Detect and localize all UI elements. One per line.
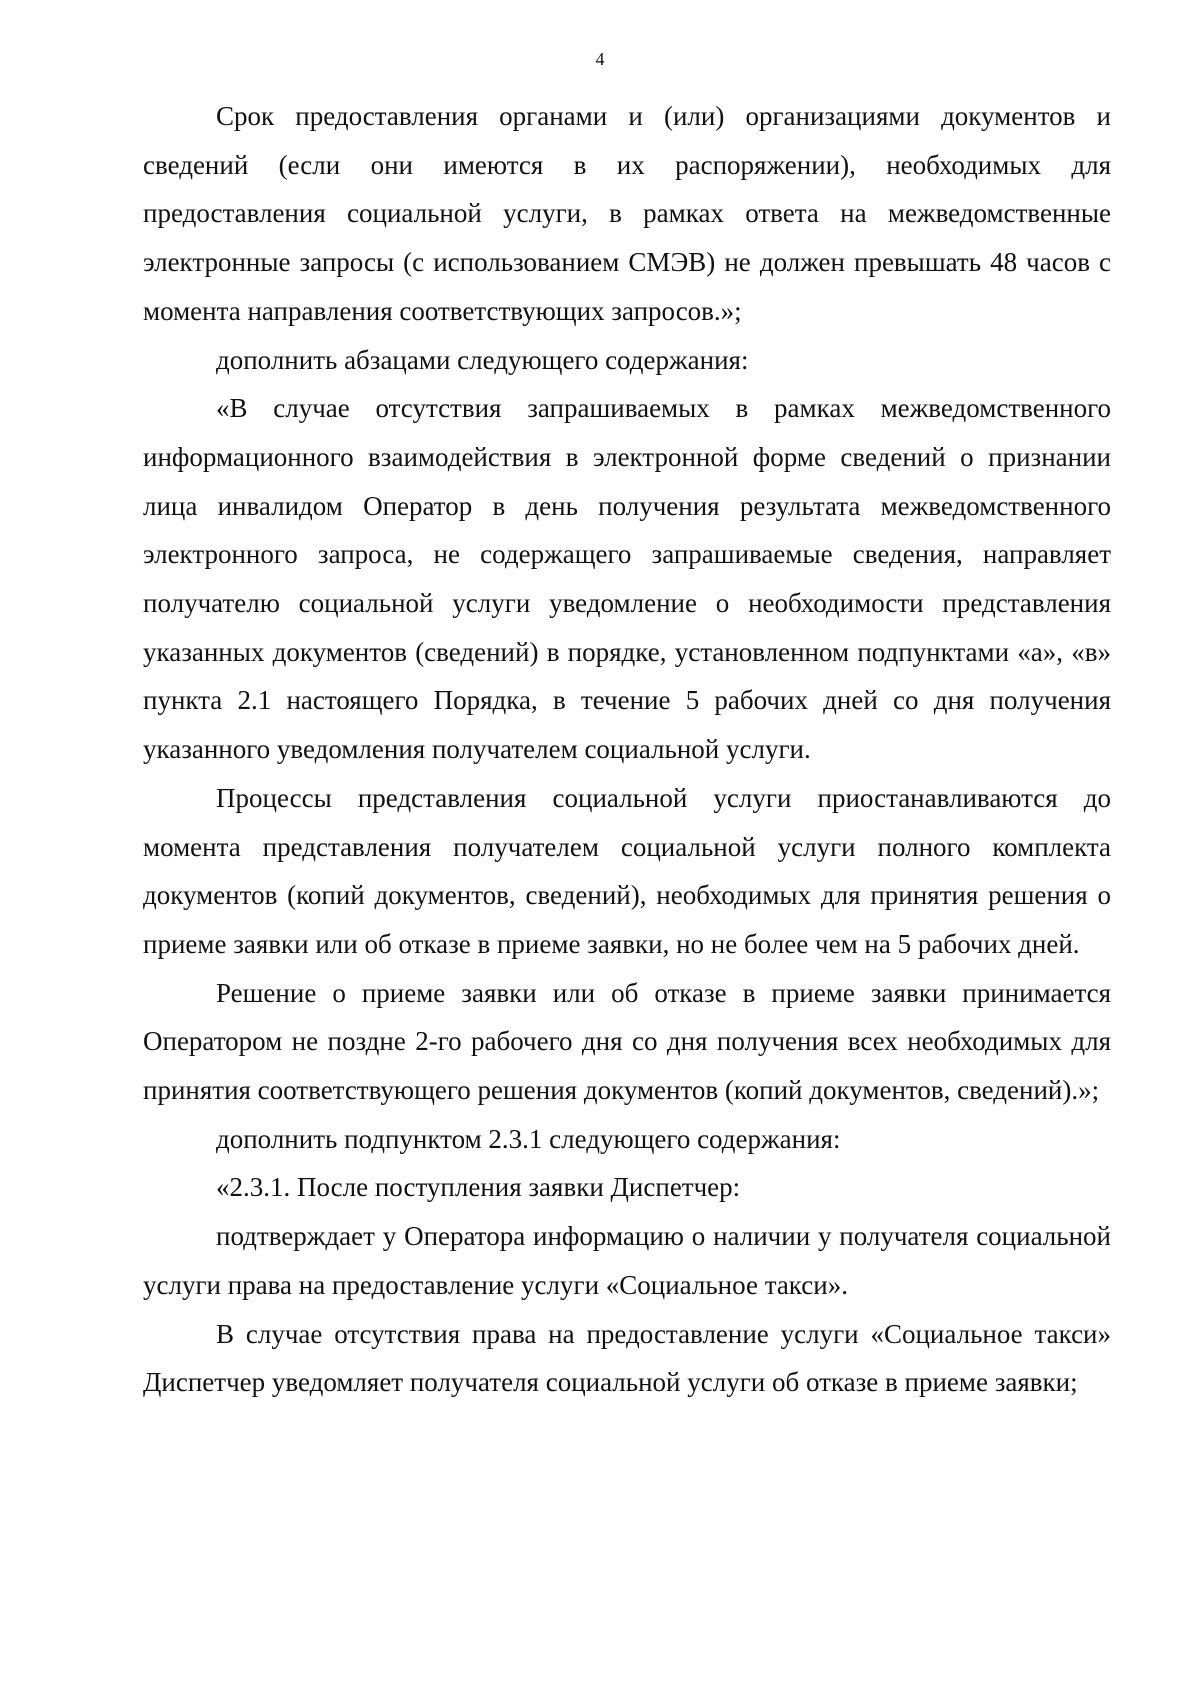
paragraph-request-deadline: Срок предоставления органами и (или) организациями документов и сведений (если они имеются в их распоряжении), необходимых для предоставления социальной услуги, в рамках ответа на межведомственные электронные запросы (с использованием СМЭВ) не должен превышать 48 часов с момента направления соответствующих запросов.»; <box>143 101 1111 326</box>
paragraph-add-subclause: дополнить подпунктом 2.3.1 следующего содержания: <box>216 1123 841 1154</box>
paragraph-process-suspension: Процессы представления социальной услуги приостанавливаются до момента представления получателем социальной услуги полного комплекта документов (копий документов, сведений), необходимых для принятия решения о приеме заявки или об отказе в приеме заявки, но не более чем на 5 рабочих дней. <box>143 782 1111 959</box>
paragraph-subclause-heading: «2.3.1. После поступления заявки Диспетчер: <box>216 1172 741 1203</box>
paragraph-add-clauses: дополнить абзацами следующего содержания: <box>216 344 749 375</box>
paragraph-decision-deadline: Решение о приеме заявки или об отказе в приеме заявки принимается Оператором не поздне 2-го рабочего дня со дня получения всех необходимых для принятия соответствующего решения документов (копий документов, сведений).»; <box>143 977 1111 1106</box>
paragraph-dispatcher-rejects: В случае отсутствия права на предоставление услуги «Социальное такси» Диспетчер уведомляет получателя социальной услуги об отказе в приеме заявки; <box>143 1318 1111 1398</box>
paragraph-dispatcher-confirms: подтверждает у Оператора информацию о наличии у получателя социальной услуги права на предоставление услуги «Социальное такси». <box>143 1221 1111 1300</box>
document-body <box>143 92 1111 1407</box>
paragraph-missing-disability-info: «В случае отсутствия запрашиваемых в рамках межведомственного информационного взаимодействия в электронной форме сведений о признании лица инвалидом Оператор в день получения результата межведомственного электронного запроса, не содержащего запрашиваемые сведения, направляет получателю социальной услуги уведомление о необходимости представления указанных документов (сведений) в порядке, установленном подпунктами «а», «в» пункта 2.1 настоящего Порядка, в течение 5 рабочих дней со дня получения указанного уведомления получателем социальной услуги. <box>143 393 1111 765</box>
page-number: 4 <box>595 49 605 69</box>
